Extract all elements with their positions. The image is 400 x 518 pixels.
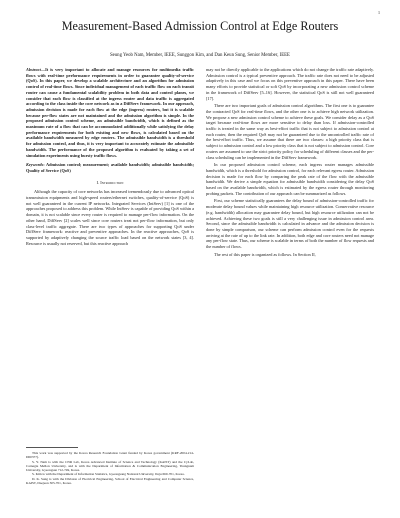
body-paragraph: There are two important goals of admission control algorithms. The first one is to guarantee the contracted QoS for real-time flows, and the other one is to achieve high network utilization. We propose a new admission control scheme to achieve these goals. We consider delay as a QoS target because real-time flows are more sensitive to delay than loss. If admission-controlled traffic is treated in the same way as best-effort traffic that is not subject to admission control at each router, then the required QoS may not be guaranteed due to the uncontrolled traffic rate of the best-effort traffic. Thus, we assume that there are two classes: a high priority class that is subject to admission control and a low priority class that is not subject to admission control. Core routers are assumed to use the strict priority policy for scheduling of different classes and the per-class scheduling can be implemented in the DiffServ framework. [206, 103, 374, 160]
abstract-label: Abstract [26, 67, 41, 72]
abstract-text: —It is very important to allocate and manage resources for multimedia traffic flows with real-time performance requirements in order to guarantee quality-of-service (QoS). In this paper, we develop a scalable architecture and an algorithm for admission control of real-time flows. Since individual management of each traffic flow on each transit router can cause a fundamental scalability problem in both data and control planes, we consider that each flow is classified at the ingress router and data traffic is aggregated according to the class inside the core network as in a DiffServ framework. In our approach, admission decision is made for each flow at the edge (ingress) routers, but it is scalable because per-flow states are not maintained and the admission algorithm is simple. In the proposed admission control scheme, an admissible bandwidth, which is defined as the maximum rate of a flow that can be accommodated additionally while satisfying the delay performance requirements for both existing and new flows, is calculated based on the available bandwidth measured by edge routers. The admissible bandwidth is a threshold for admission control, and thus, it is very important to accurately estimate the admissible bandwidth. The performance of the proposed algorithm is evaluated by taking a set of simulation experiments using bursty traffic flows. [26, 67, 194, 158]
section-heading-introduction: I. Introduction [96, 179, 124, 185]
footnotes [26, 447, 194, 485]
page-number: 1 [378, 10, 380, 15]
footnote-author-3: D. K. Sung is with the Division of Electrical Engineering, School of Electrical Engineering and Computer Science, KAIST, Daejeon 305-701, Korea. [26, 476, 194, 486]
footnote-funding: This work was supported by the Korea Research Foundation Grant funded by Korea government (KRF-2004-214-D00377). [26, 451, 194, 460]
body-paragraph: may not be directly applicable to the applications which do not change the traffic rate adaptively. Admission control is a typical preventive approach. The traffic rate does not need to be adjusted adaptively in this case and we focus on this preventive approach in this paper. There have been many efforts to provide statistical or soft QoS by incorporating a new admission control scheme in the framework of DiffServ [5–16]. However, the statistical QoS is still not well guaranteed [17]. [206, 67, 374, 101]
intro-paragraph: Although the capacity of core networks has increased tremendously due to advanced optical transmission equipments and high-speed routers/ethernet switches, quality-of-service (QoS) is not well guaranteed in the current IP networks. Integrated Services (IntServ) [1] is one of the approaches proposed to address this problem. While IntServ is capable of providing QoS within a domain, it is not scalable since every router is required to manage per-flow information. On the other hand, DiffServ [2] scales well since core routers treat not per-flow information, but only class-level traffic aggregate. There are two types of approaches for supporting QoS under DiffServ framework: reactive and preventive approaches. In the reactive approaches, QoS is supported by adaptively changing the source traffic load based on the network states [3, 4]. Resource is usually not reserved, but this reactive approach [26, 189, 194, 246]
footnote-author-2: S. Kim is with the Department of Information Statistics, Gyeongsang National University, Jinju 660-701, Korea. [32, 472, 185, 477]
body-paragraph: The rest of this paper is organized as follows. In Section II, [214, 251, 316, 257]
footnote-rule [26, 447, 78, 448]
author-list: Seung Yeob Nam, Member, IEEE, Sunggon Kim, and Dan Keun Sung, Senior Member, IEEE [109, 53, 290, 58]
right-column [206, 67, 374, 260]
keywords [26, 162, 194, 173]
body-paragraph: In our proposed admission control scheme, each ingress router manages admissible bandwidth, which is a threshold for admission control, for each relevant egress router. Admission decision is made for each flow by comparing the peak rate of the flow with the admissible bandwidth. We derive a simple equation for admissible bandwidth considering the delay QoS based on the available bandwidth, which is estimated by the egress router through monitoring probing packets. The contribution of our approach can be summarized as follows. [206, 162, 374, 196]
left-column [26, 67, 194, 248]
body-paragraph: First, our scheme statistically guarantees the delay bound of admission-controlled traffic for moderate delay bound values while maintaining high resource utilization. Conservative resource (e.g. bandwidth) allocation may guarantee delay bound, but high resource utilization can not be achieved. Achieving these two goals is still a very challenging issue in admission control area. Second, since the admissible bandwidth is calculated in advance and the admission decision is done by simple comparison, our scheme can perform admission control even for the requests arriving at the rate of up to the link rate. In addition, both edge and core routers need not manage any per-flow state. Thus, our scheme is scalable in terms of both the number of flow requests and the number of flows. [206, 198, 374, 250]
paper-title: Measurement-Based Admission Control at Edge Routers [61, 19, 339, 33]
keywords-label: Keywords [26, 162, 44, 168]
footnote-author-1: S. Y. Nam is with the CNR Lab, Korea Advanced Institute of Science and Technology (KAIST) and the CyLab, Carnegie Mellon University, and is with the Department of Information & Communication Engineering, Yeungnam University, Gyeongsan 712-749, Korea. [26, 459, 194, 473]
abstract [26, 67, 194, 158]
keywords-text: : Admission control; measurement; available bandwidth; admissible bandwidth; Quality of Service (QoS) [26, 162, 194, 173]
